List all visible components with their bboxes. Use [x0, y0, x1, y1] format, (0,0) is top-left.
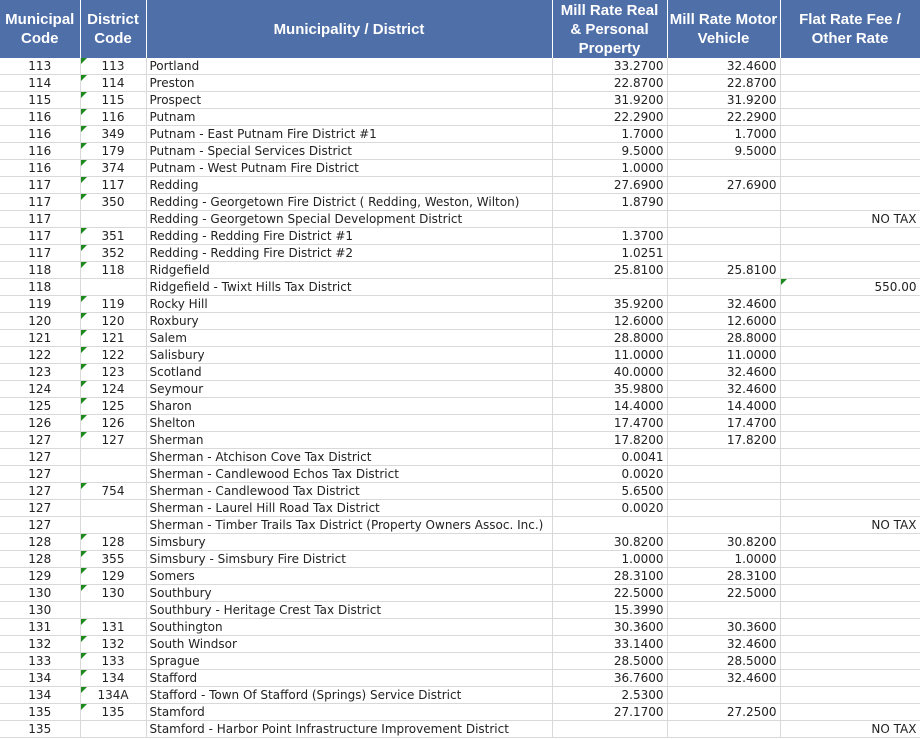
cell-municipality-name[interactable]: Ridgefield - Twixt Hills Tax District [146, 279, 552, 296]
cell-district-code[interactable]: 134 [80, 670, 146, 687]
cell-municipality-name[interactable]: Putnam - Special Services District [146, 143, 552, 160]
cell-district-code[interactable]: 352 [80, 245, 146, 262]
cell-municipality-name[interactable]: Redding - Georgetown Fire District ( Redding, Weston, Wilton) [146, 194, 552, 211]
cell-municipality-name[interactable]: Sprague [146, 653, 552, 670]
cell-mill-rate-motor[interactable]: 28.8000 [667, 330, 780, 347]
table-row [0, 347, 920, 364]
cell-municipality-name[interactable]: Stamford [146, 704, 552, 721]
cell-mill-rate-motor[interactable] [667, 517, 780, 534]
cell-district-code[interactable]: 121 [80, 330, 146, 347]
cell-mill-rate-real[interactable]: 2.5300 [552, 687, 667, 704]
cell-district-code[interactable] [80, 517, 146, 534]
cell-district-code[interactable]: 135 [80, 704, 146, 721]
cell-municipality-name[interactable]: Salisbury [146, 347, 552, 364]
cell-district-code[interactable]: 179 [80, 143, 146, 160]
table-row [0, 177, 920, 194]
cell-district-code[interactable]: 120 [80, 313, 146, 330]
cell-flat-rate-fee[interactable] [780, 483, 920, 500]
cell-mill-rate-motor[interactable] [667, 602, 780, 619]
cell-district-code[interactable]: 127 [80, 432, 146, 449]
cell-mill-rate-motor[interactable]: 11.0000 [667, 347, 780, 364]
cell-municipal-code[interactable]: 128 [0, 534, 80, 551]
cell-municipal-code[interactable]: 134 [0, 670, 80, 687]
cell-flat-rate-fee[interactable] [780, 143, 920, 160]
cell-district-code[interactable]: 116 [80, 109, 146, 126]
cell-municipal-code[interactable]: 127 [0, 449, 80, 466]
cell-mill-rate-real[interactable]: 1.0251 [552, 245, 667, 262]
cell-municipal-code[interactable]: 117 [0, 245, 80, 262]
cell-mill-rate-real[interactable]: 28.5000 [552, 653, 667, 670]
header-row [0, 0, 920, 58]
cell-district-code[interactable]: 351 [80, 228, 146, 245]
cell-mill-rate-motor[interactable]: 1.0000 [667, 551, 780, 568]
cell-mill-rate-motor[interactable]: 22.5000 [667, 585, 780, 602]
table-row [0, 245, 920, 262]
cell-flat-rate-fee[interactable]: 550.00 [780, 279, 920, 296]
cell-flat-rate-fee[interactable] [780, 568, 920, 585]
cell-mill-rate-real[interactable]: 30.8200 [552, 534, 667, 551]
table-row [0, 75, 920, 92]
cell-municipality-name[interactable]: Redding - Redding Fire District #1 [146, 228, 552, 245]
cell-municipal-code[interactable]: 125 [0, 398, 80, 415]
cell-municipality-name[interactable]: Southbury [146, 585, 552, 602]
cell-mill-rate-real[interactable] [552, 721, 667, 738]
table-row [0, 313, 920, 330]
cell-mill-rate-motor[interactable] [667, 279, 780, 296]
cell-municipal-code[interactable]: 135 [0, 704, 80, 721]
cell-mill-rate-real[interactable]: 22.2900 [552, 109, 667, 126]
cell-municipal-code[interactable]: 127 [0, 517, 80, 534]
cell-mill-rate-real[interactable]: 14.4000 [552, 398, 667, 415]
cell-flat-rate-fee[interactable] [780, 653, 920, 670]
cell-municipal-code[interactable]: 130 [0, 585, 80, 602]
table-row [0, 551, 920, 568]
cell-mill-rate-real[interactable] [552, 279, 667, 296]
cell-district-code[interactable] [80, 279, 146, 296]
cell-flat-rate-fee[interactable] [780, 500, 920, 517]
cell-mill-rate-motor[interactable] [667, 211, 780, 228]
cell-mill-rate-real[interactable]: 1.0000 [552, 551, 667, 568]
cell-municipal-code[interactable]: 127 [0, 432, 80, 449]
cell-municipal-code[interactable]: 117 [0, 177, 80, 194]
cell-district-code[interactable]: 124 [80, 381, 146, 398]
table-row [0, 109, 920, 126]
cell-mill-rate-real[interactable]: 27.1700 [552, 704, 667, 721]
table-row [0, 619, 920, 636]
cell-flat-rate-fee[interactable]: NO TAX [780, 517, 920, 534]
header-municipal-code: Municipal Code [0, 0, 80, 58]
cell-municipal-code[interactable]: 127 [0, 483, 80, 500]
header-flat-rate-fee: Flat Rate Fee / Other Rate [780, 0, 920, 58]
cell-flat-rate-fee[interactable] [780, 296, 920, 313]
cell-municipal-code[interactable]: 117 [0, 194, 80, 211]
cell-mill-rate-real[interactable]: 33.1400 [552, 636, 667, 653]
cell-flat-rate-fee[interactable] [780, 619, 920, 636]
cell-municipality-name[interactable]: Sherman - Candlewood Tax District [146, 483, 552, 500]
cell-mill-rate-real[interactable]: 5.6500 [552, 483, 667, 500]
table-row [0, 160, 920, 177]
cell-flat-rate-fee[interactable] [780, 551, 920, 568]
cell-district-code[interactable]: 117 [80, 177, 146, 194]
cell-mill-rate-motor[interactable] [667, 245, 780, 262]
table-row [0, 92, 920, 109]
table-row [0, 58, 920, 75]
cell-mill-rate-real[interactable]: 33.2700 [552, 58, 667, 75]
cell-flat-rate-fee[interactable] [780, 330, 920, 347]
cell-municipal-code[interactable]: 117 [0, 228, 80, 245]
cell-district-code[interactable]: 133 [80, 653, 146, 670]
cell-mill-rate-motor[interactable]: 32.4600 [667, 636, 780, 653]
cell-district-code[interactable]: 134A [80, 687, 146, 704]
cell-mill-rate-motor[interactable]: 17.8200 [667, 432, 780, 449]
table-row [0, 279, 920, 296]
cell-flat-rate-fee[interactable] [780, 670, 920, 687]
cell-flat-rate-fee[interactable] [780, 160, 920, 177]
cell-district-code[interactable]: 118 [80, 262, 146, 279]
cell-municipal-code[interactable]: 134 [0, 687, 80, 704]
cell-mill-rate-motor[interactable]: 25.8100 [667, 262, 780, 279]
cell-district-code[interactable]: 374 [80, 160, 146, 177]
cell-municipality-name[interactable]: Ridgefield [146, 262, 552, 279]
cell-mill-rate-real[interactable]: 28.8000 [552, 330, 667, 347]
cell-municipal-code[interactable]: 119 [0, 296, 80, 313]
table-row [0, 517, 920, 534]
cell-mill-rate-motor[interactable]: 27.6900 [667, 177, 780, 194]
cell-flat-rate-fee[interactable]: NO TAX [780, 721, 920, 738]
cell-municipality-name[interactable]: Southington [146, 619, 552, 636]
cell-mill-rate-motor[interactable] [667, 483, 780, 500]
cell-flat-rate-fee[interactable] [780, 194, 920, 211]
cell-flat-rate-fee[interactable] [780, 313, 920, 330]
cell-district-code[interactable]: 125 [80, 398, 146, 415]
cell-flat-rate-fee[interactable] [780, 704, 920, 721]
cell-municipality-name[interactable]: Redding - Georgetown Special Development District [146, 211, 552, 228]
cell-municipality-name[interactable]: Stafford [146, 670, 552, 687]
cell-district-code[interactable]: 113 [80, 58, 146, 75]
cell-district-code[interactable] [80, 449, 146, 466]
cell-mill-rate-motor[interactable] [667, 721, 780, 738]
table-row [0, 534, 920, 551]
cell-mill-rate-motor[interactable]: 30.8200 [667, 534, 780, 551]
cell-municipality-name[interactable]: Somers [146, 568, 552, 585]
cell-municipal-code[interactable]: 120 [0, 313, 80, 330]
table-row [0, 568, 920, 585]
cell-district-code[interactable]: 132 [80, 636, 146, 653]
table-row [0, 636, 920, 653]
cell-mill-rate-motor[interactable]: 28.5000 [667, 653, 780, 670]
cell-municipal-code[interactable]: 129 [0, 568, 80, 585]
cell-mill-rate-motor[interactable]: 32.4600 [667, 296, 780, 313]
cell-mill-rate-real[interactable]: 22.5000 [552, 585, 667, 602]
table-row [0, 194, 920, 211]
cell-municipality-name[interactable]: Sherman - Candlewood Echos Tax District [146, 466, 552, 483]
cell-flat-rate-fee[interactable]: NO TAX [780, 211, 920, 228]
cell-mill-rate-real[interactable]: 1.7000 [552, 126, 667, 143]
cell-district-code[interactable]: 128 [80, 534, 146, 551]
cell-flat-rate-fee[interactable] [780, 466, 920, 483]
table-row [0, 585, 920, 602]
table-row [0, 687, 920, 704]
cell-flat-rate-fee[interactable] [780, 398, 920, 415]
cell-mill-rate-motor[interactable]: 32.4600 [667, 381, 780, 398]
cell-municipal-code[interactable]: 122 [0, 347, 80, 364]
cell-municipality-name[interactable]: Shelton [146, 415, 552, 432]
cell-mill-rate-real[interactable]: 15.3990 [552, 602, 667, 619]
cell-mill-rate-motor[interactable]: 31.9200 [667, 92, 780, 109]
cell-mill-rate-motor[interactable]: 22.2900 [667, 109, 780, 126]
cell-district-code[interactable]: 123 [80, 364, 146, 381]
cell-municipal-code[interactable]: 131 [0, 619, 80, 636]
cell-mill-rate-real[interactable]: 35.9200 [552, 296, 667, 313]
table-row [0, 143, 920, 160]
cell-municipal-code[interactable]: 116 [0, 126, 80, 143]
cell-flat-rate-fee[interactable] [780, 585, 920, 602]
cell-mill-rate-real[interactable]: 28.3100 [552, 568, 667, 585]
cell-mill-rate-motor[interactable] [667, 500, 780, 517]
cell-municipality-name[interactable]: Redding [146, 177, 552, 194]
cell-municipal-code[interactable]: 115 [0, 92, 80, 109]
table-row [0, 500, 920, 517]
cell-municipal-code[interactable]: 123 [0, 364, 80, 381]
cell-mill-rate-real[interactable]: 0.0020 [552, 500, 667, 517]
cell-municipal-code[interactable]: 121 [0, 330, 80, 347]
cell-flat-rate-fee[interactable] [780, 602, 920, 619]
cell-flat-rate-fee[interactable] [780, 534, 920, 551]
table-row [0, 211, 920, 228]
cell-municipal-code[interactable]: 118 [0, 279, 80, 296]
cell-flat-rate-fee[interactable] [780, 347, 920, 364]
table-row [0, 466, 920, 483]
cell-municipality-name[interactable]: Sharon [146, 398, 552, 415]
table-row [0, 704, 920, 721]
cell-mill-rate-real[interactable]: 40.0000 [552, 364, 667, 381]
cell-municipal-code[interactable]: 126 [0, 415, 80, 432]
cell-district-code[interactable]: 350 [80, 194, 146, 211]
cell-municipality-name[interactable]: Sherman - Atchison Cove Tax District [146, 449, 552, 466]
cell-municipality-name[interactable]: Sherman - Laurel Hill Road Tax District [146, 500, 552, 517]
cell-district-code[interactable]: 355 [80, 551, 146, 568]
cell-mill-rate-real[interactable]: 12.6000 [552, 313, 667, 330]
cell-flat-rate-fee[interactable] [780, 415, 920, 432]
cell-district-code[interactable]: 754 [80, 483, 146, 500]
cell-municipality-name[interactable]: Sherman - Timber Trails Tax District (Property Owners Assoc. Inc.) [146, 517, 552, 534]
cell-flat-rate-fee[interactable] [780, 364, 920, 381]
table-row [0, 262, 920, 279]
cell-district-code[interactable] [80, 500, 146, 517]
cell-municipal-code[interactable]: 133 [0, 653, 80, 670]
cell-mill-rate-real[interactable]: 31.9200 [552, 92, 667, 109]
cell-flat-rate-fee[interactable] [780, 636, 920, 653]
cell-mill-rate-real[interactable]: 9.5000 [552, 143, 667, 160]
cell-municipal-code[interactable]: 127 [0, 500, 80, 517]
cell-mill-rate-real[interactable]: 11.0000 [552, 347, 667, 364]
table-row [0, 670, 920, 687]
cell-mill-rate-motor[interactable]: 27.2500 [667, 704, 780, 721]
cell-mill-rate-real[interactable]: 1.0000 [552, 160, 667, 177]
cell-flat-rate-fee[interactable] [780, 432, 920, 449]
table-row [0, 483, 920, 500]
cell-municipality-name[interactable]: Sherman [146, 432, 552, 449]
cell-mill-rate-motor[interactable]: 12.6000 [667, 313, 780, 330]
cell-municipality-name[interactable]: Prospect [146, 92, 552, 109]
cell-mill-rate-real[interactable]: 0.0041 [552, 449, 667, 466]
cell-mill-rate-motor[interactable] [667, 160, 780, 177]
cell-district-code[interactable] [80, 211, 146, 228]
cell-mill-rate-real[interactable]: 25.8100 [552, 262, 667, 279]
header-mill-rate-motor: Mill Rate Motor Vehicle [667, 0, 780, 58]
cell-flat-rate-fee[interactable] [780, 228, 920, 245]
cell-mill-rate-motor[interactable] [667, 687, 780, 704]
cell-mill-rate-real[interactable]: 22.8700 [552, 75, 667, 92]
cell-mill-rate-real[interactable]: 30.3600 [552, 619, 667, 636]
table-row [0, 364, 920, 381]
cell-mill-rate-motor[interactable]: 30.3600 [667, 619, 780, 636]
cell-mill-rate-motor[interactable] [667, 466, 780, 483]
cell-municipality-name[interactable]: Simsbury - Simsbury Fire District [146, 551, 552, 568]
cell-municipal-code[interactable]: 114 [0, 75, 80, 92]
cell-district-code[interactable]: 119 [80, 296, 146, 313]
cell-municipality-name[interactable]: Salem [146, 330, 552, 347]
cell-municipality-name[interactable]: Simsbury [146, 534, 552, 551]
cell-mill-rate-motor[interactable]: 32.4600 [667, 58, 780, 75]
cell-flat-rate-fee[interactable] [780, 75, 920, 92]
table-row [0, 330, 920, 347]
cell-mill-rate-motor[interactable] [667, 228, 780, 245]
cell-municipality-name[interactable]: South Windsor [146, 636, 552, 653]
cell-municipality-name[interactable]: Stamford - Harbor Point Infrastructure Improvement District [146, 721, 552, 738]
cell-mill-rate-motor[interactable] [667, 194, 780, 211]
cell-municipal-code[interactable]: 118 [0, 262, 80, 279]
table-row [0, 449, 920, 466]
cell-municipality-name[interactable]: Rocky Hill [146, 296, 552, 313]
cell-flat-rate-fee[interactable] [780, 177, 920, 194]
table-row [0, 398, 920, 415]
table-body [0, 58, 920, 738]
cell-municipal-code[interactable]: 135 [0, 721, 80, 738]
table-row [0, 602, 920, 619]
cell-mill-rate-motor[interactable]: 9.5000 [667, 143, 780, 160]
cell-mill-rate-motor[interactable]: 17.4700 [667, 415, 780, 432]
cell-municipality-name[interactable]: Putnam - East Putnam Fire District #1 [146, 126, 552, 143]
cell-district-code[interactable] [80, 602, 146, 619]
cell-district-code[interactable]: 122 [80, 347, 146, 364]
cell-mill-rate-real[interactable]: 0.0020 [552, 466, 667, 483]
cell-mill-rate-real[interactable] [552, 211, 667, 228]
table-row [0, 721, 920, 738]
table-row [0, 653, 920, 670]
cell-mill-rate-motor[interactable]: 32.4600 [667, 364, 780, 381]
cell-mill-rate-motor[interactable]: 28.3100 [667, 568, 780, 585]
table-row [0, 415, 920, 432]
cell-municipality-name[interactable]: Seymour [146, 381, 552, 398]
cell-district-code[interactable]: 114 [80, 75, 146, 92]
cell-mill-rate-real[interactable]: 27.6900 [552, 177, 667, 194]
cell-district-code[interactable]: 130 [80, 585, 146, 602]
cell-district-code[interactable]: 129 [80, 568, 146, 585]
cell-mill-rate-motor[interactable]: 1.7000 [667, 126, 780, 143]
cell-mill-rate-real[interactable]: 36.7600 [552, 670, 667, 687]
cell-municipality-name[interactable]: Redding - Redding Fire District #2 [146, 245, 552, 262]
cell-mill-rate-motor[interactable]: 32.4600 [667, 670, 780, 687]
cell-mill-rate-motor[interactable] [667, 449, 780, 466]
cell-municipality-name[interactable]: Putnam [146, 109, 552, 126]
cell-mill-rate-real[interactable]: 1.8790 [552, 194, 667, 211]
cell-municipal-code[interactable]: 128 [0, 551, 80, 568]
cell-district-code[interactable] [80, 721, 146, 738]
cell-municipality-name[interactable]: Putnam - West Putnam Fire District [146, 160, 552, 177]
cell-mill-rate-real[interactable] [552, 517, 667, 534]
header-mill-rate-real: Mill Rate Real & Personal Property [552, 0, 667, 58]
cell-flat-rate-fee[interactable] [780, 687, 920, 704]
cell-mill-rate-motor[interactable]: 14.4000 [667, 398, 780, 415]
cell-flat-rate-fee[interactable] [780, 449, 920, 466]
cell-flat-rate-fee[interactable] [780, 381, 920, 398]
cell-flat-rate-fee[interactable] [780, 109, 920, 126]
cell-municipal-code[interactable]: 117 [0, 211, 80, 228]
table-row [0, 381, 920, 398]
cell-flat-rate-fee[interactable] [780, 58, 920, 75]
cell-municipality-name[interactable]: Roxbury [146, 313, 552, 330]
table-row [0, 126, 920, 143]
cell-municipal-code[interactable]: 116 [0, 143, 80, 160]
cell-municipal-code[interactable]: 116 [0, 160, 80, 177]
header-district-code: District Code [80, 0, 146, 58]
cell-municipality-name[interactable]: Portland [146, 58, 552, 75]
cell-municipality-name[interactable]: Southbury - Heritage Crest Tax District [146, 602, 552, 619]
cell-municipal-code[interactable]: 127 [0, 466, 80, 483]
table-row [0, 228, 920, 245]
cell-mill-rate-real[interactable]: 17.4700 [552, 415, 667, 432]
cell-mill-rate-real[interactable]: 35.9800 [552, 381, 667, 398]
cell-municipal-code[interactable]: 130 [0, 602, 80, 619]
cell-mill-rate-motor[interactable]: 22.8700 [667, 75, 780, 92]
cell-mill-rate-real[interactable]: 1.3700 [552, 228, 667, 245]
cell-flat-rate-fee[interactable] [780, 245, 920, 262]
table-row [0, 296, 920, 313]
cell-municipality-name[interactable]: Scotland [146, 364, 552, 381]
cell-district-code[interactable]: 126 [80, 415, 146, 432]
cell-municipal-code[interactable]: 124 [0, 381, 80, 398]
cell-flat-rate-fee[interactable] [780, 92, 920, 109]
cell-district-code[interactable]: 115 [80, 92, 146, 109]
cell-municipality-name[interactable]: Preston [146, 75, 552, 92]
cell-municipal-code[interactable]: 132 [0, 636, 80, 653]
cell-mill-rate-real[interactable]: 17.8200 [552, 432, 667, 449]
header-municipality-district: Municipality / District [146, 0, 552, 58]
cell-district-code[interactable] [80, 466, 146, 483]
cell-municipal-code[interactable]: 113 [0, 58, 80, 75]
cell-flat-rate-fee[interactable] [780, 126, 920, 143]
cell-flat-rate-fee[interactable] [780, 262, 920, 279]
cell-district-code[interactable]: 131 [80, 619, 146, 636]
cell-municipal-code[interactable]: 116 [0, 109, 80, 126]
cell-district-code[interactable]: 349 [80, 126, 146, 143]
cell-municipality-name[interactable]: Stafford - Town Of Stafford (Springs) Service District [146, 687, 552, 704]
table-row [0, 432, 920, 449]
